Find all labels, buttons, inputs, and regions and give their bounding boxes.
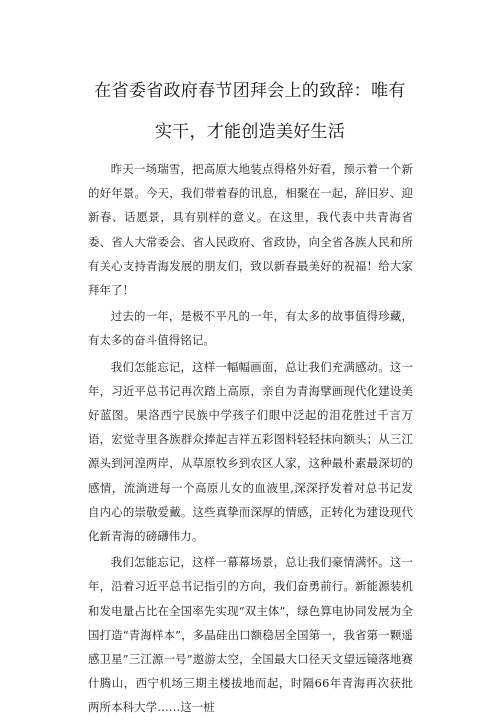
document-body <box>88 157 413 722</box>
document-title-line-2: 实干，才能创造美好生活 <box>154 122 346 142</box>
paragraph-3: 我们怎能忘记，这样一幅幅画面，总让我们充满感动。这一年，习近平总书记再次踏上高原，亲自为青海擘画现代化建设美好蓝图。果洛西宁民族中学孩子们眼中泛起的泪花胜过千言万语，宏觉寺里各族群众捧起吉祥五彩图料轻轻抹向额头；从三江源头到河湟两岸，从草原牧乡到农区人家，这种最朴素最深切的感情，流淌进每一个高原儿女的血液里,深深抒发着对总书记发自内心的崇敬爱戴。这些真挚而深厚的情感，正转化为建设现代化新青海的磅礴伟力。 <box>88 359 413 544</box>
document-title-line-1: 在省委省政府春节团拜会上的致辞：唯有 <box>94 81 406 101</box>
paragraph-2: 过去的一年，是极不平凡的一年，有太多的故事值得珍藏，有太多的奋斗值得铭记。 <box>88 309 413 348</box>
paragraph-4: 我们怎能忘记，这样一幕幕场景，总让我们豪情满怀。这一年，沿着习近平总书记指引的方向，我们奋勇前行。新能源装机和发电量占比在全国率先实现“双主体”，绿色算电协同发展为全国打造“青海样本”，多晶硅出口额稳居全国第一，我省第一颗遥感卫星”三江源一号”遨游太空，全国最大口径天文望远镜落地赛什腾山，西宁机场三期主楼拔地而起，时隔66年青海再次获批两所本科大学……这一桩 <box>88 555 413 715</box>
paragraph-1: 昨天一场瑞雪，把高原大地装点得格外好看，预示着一个新的好年景。今天，我们带着春的讯息，相聚在一起，辞旧岁、迎新春、话愿景，具有别样的意义。在这里，我代表中共青海省委、省人大常委会、省人民政府、省政协，向全省各族人民和所有关心支持青海发展的朋友们，致以新春最美好的祝福！给大家拜年了！ <box>88 162 413 298</box>
